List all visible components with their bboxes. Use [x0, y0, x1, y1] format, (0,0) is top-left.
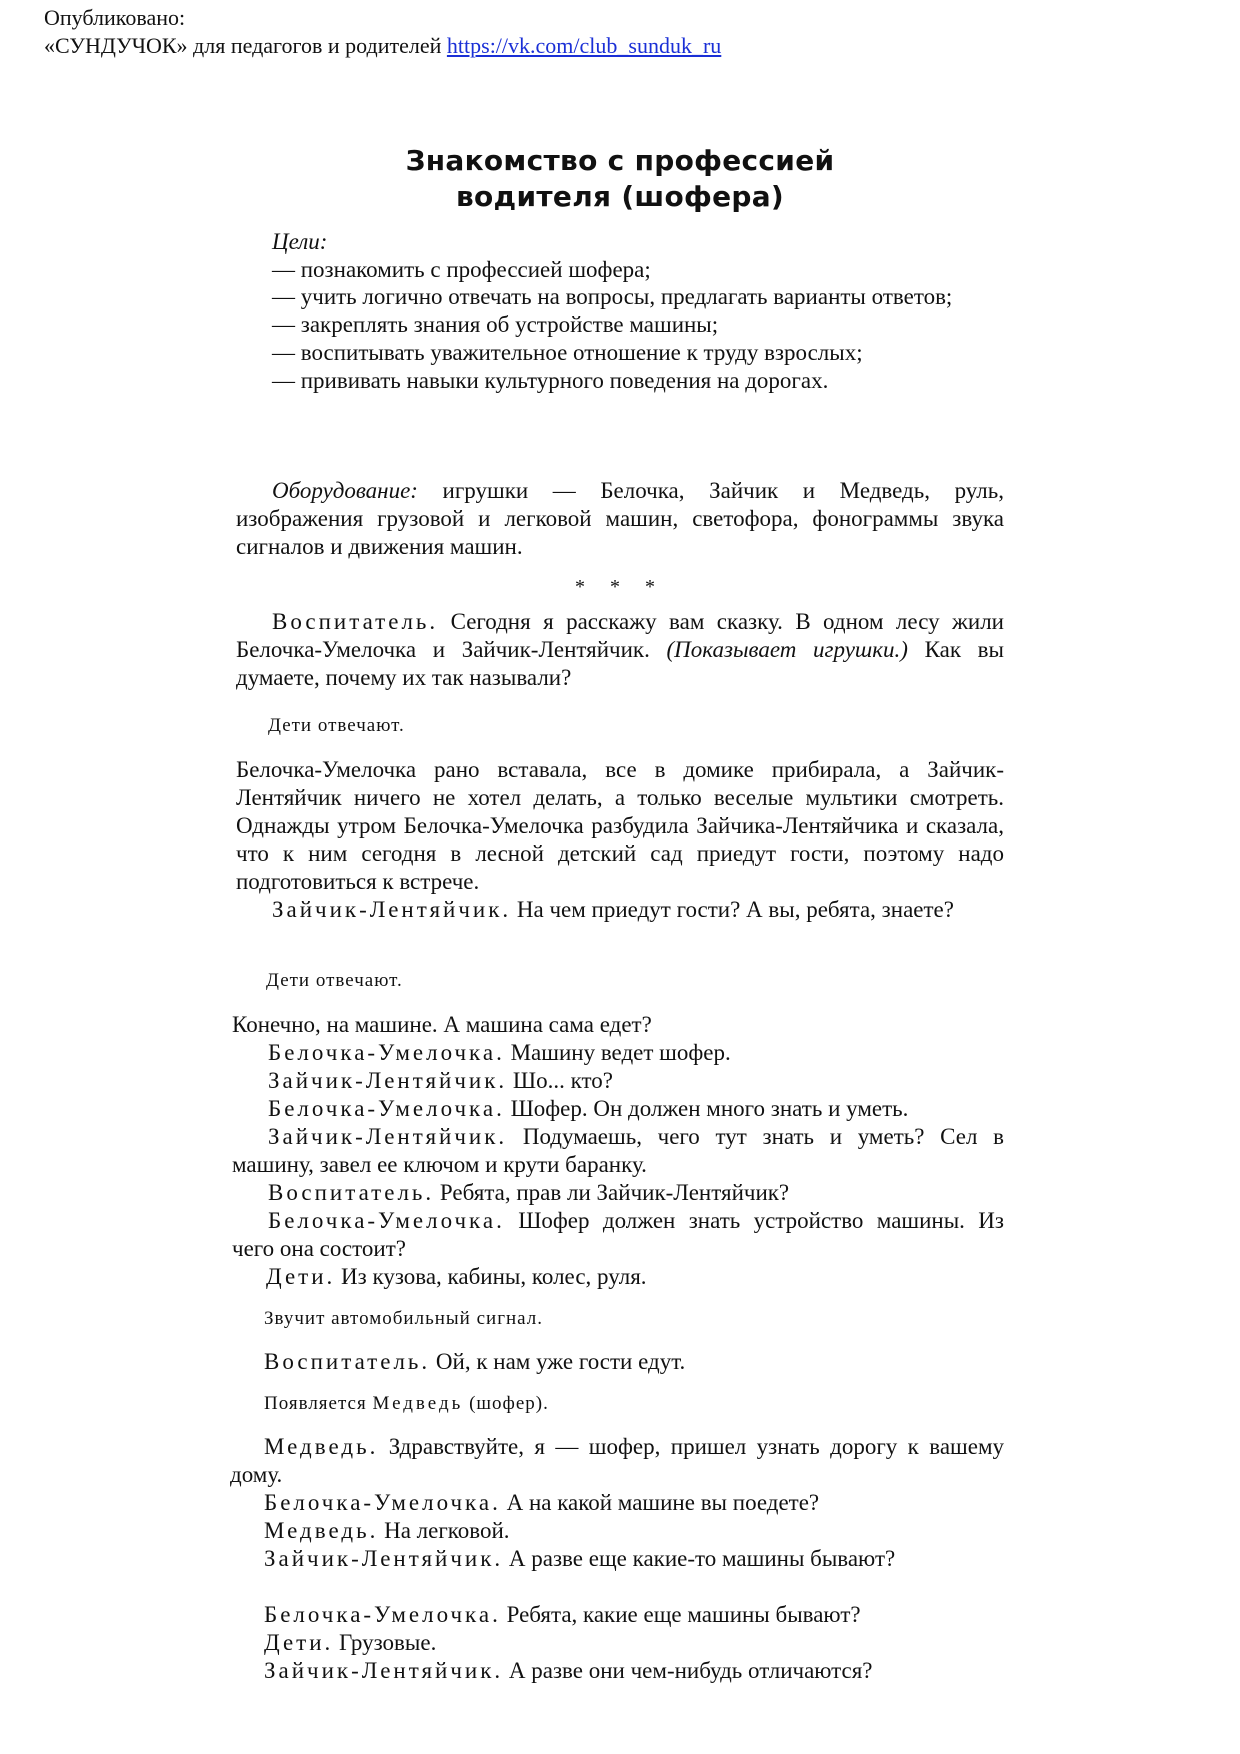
speaker: Воспитатель.: [272, 609, 439, 634]
dialogue-line: [264, 1601, 861, 1629]
goal-item: — воспитывать уважительное отношение к труду взрослых;: [272, 340, 863, 365]
paragraph-1: [236, 608, 1004, 692]
title-line-2: водителя (шофера): [455, 180, 785, 213]
dialogue-line: [268, 1095, 908, 1123]
remark: Звучит автомобильный сигнал.: [264, 1308, 543, 1329]
speaker: Зайчик-Лентяйчик.: [268, 1068, 508, 1093]
line-text: Ребята, прав ли Зайчик-Лентяйчик?: [434, 1180, 790, 1205]
goal-item: — закреплять знания об устройстве машины;: [272, 312, 719, 337]
speaker: Медведь.: [264, 1434, 379, 1459]
dialogue-line: [266, 1263, 647, 1291]
paragraph-text: Как вы думаете, почему их так называли?: [236, 637, 1004, 690]
paragraph-3: [236, 896, 1004, 924]
source-link[interactable]: https://vk.com/club_sunduk_ru: [446, 33, 722, 58]
speaker: Белочка-Умелочка.: [268, 1208, 505, 1233]
dialogue-line: [230, 1545, 1004, 1573]
stage-direction: (Показывает игрушки.): [666, 637, 908, 662]
goal-item: — познакомить с профессией шофера;: [272, 257, 651, 282]
line-text: Грузовые.: [333, 1630, 437, 1655]
equipment-paragraph: [236, 477, 1004, 561]
dialogue-line: [268, 1067, 613, 1095]
remark: Дети отвечают.: [266, 970, 403, 991]
dialogue-line: [264, 1657, 872, 1685]
separator: * * *: [575, 576, 665, 598]
published-source: [44, 32, 721, 60]
paragraph-text: Сегодня я расскажу вам сказку. В одном лесу жили Белочка-Умелочка и Зайчик-Лентяйчик.: [236, 609, 1004, 662]
paragraph-2: Белочка-Умелочка рано вставала, все в домике прибирала, а Зайчик-Лентяйчик ничего не хотел делать, а только веселые мультики смотреть. Однажды утром Белочка-Умелочка разбудила Зайчика-Лентяйчика и сказала, что к ним сегодня в лесной детский сад приедут гости, поэтому надо подготовиться к встрече.: [236, 757, 1004, 894]
speaker: Дети.: [266, 1264, 336, 1289]
speaker: Медведь.: [264, 1518, 379, 1543]
remark: [264, 1392, 549, 1416]
equipment-label: Оборудование:: [272, 478, 418, 503]
speaker: Зайчик-Лентяйчик.: [272, 897, 512, 922]
goal-item: — учить логично отвечать на вопросы, предлагать варианты ответов;: [272, 284, 953, 309]
speaker: Зайчик-Лентяйчик.: [264, 1658, 504, 1683]
speaker: Белочка-Умелочка.: [264, 1490, 501, 1515]
dialogue-line: [232, 1207, 1004, 1263]
dialogue-line: [264, 1517, 510, 1545]
line-text: Подумаешь, чего тут знать и уметь? Сел в машину, завел ее ключом и крути баранку.: [232, 1124, 1004, 1177]
remark-text: (шофер).: [463, 1393, 549, 1414]
dialogue-line: [264, 1489, 819, 1517]
line-text: Из кузова, кабины, колес, руля.: [335, 1264, 647, 1289]
publication-header: [44, 4, 721, 60]
line-text: Здравствуйте, я — шофер, пришел узнать дорогу к вашему дому.: [230, 1434, 1004, 1487]
remark: Дети отвечают.: [268, 715, 405, 736]
title-line-1: Знакомство с профессией: [405, 144, 835, 177]
line-text: А разве они чем-нибудь отличаются?: [503, 1658, 873, 1683]
speaker: Воспитатель.: [264, 1349, 431, 1374]
speaker: Дети.: [264, 1630, 334, 1655]
line-text: Шофер должен знать устройство машины. Из чего она состоит?: [232, 1208, 1004, 1261]
dialogue-line: [268, 1039, 731, 1067]
dialogue-line: [230, 1433, 1004, 1489]
line-text: А на какой машине вы поедете?: [500, 1490, 820, 1515]
speaker: Белочка-Умелочка.: [264, 1602, 501, 1627]
speaker: Зайчик-Лентяйчик.: [264, 1546, 504, 1571]
dialogue-line: [264, 1629, 436, 1657]
speaker: Зайчик-Лентяйчик.: [268, 1124, 508, 1149]
line-text: Машину ведет шофер.: [504, 1040, 731, 1065]
goal-item: — прививать навыки культурного поведения на дорогах.: [272, 368, 829, 393]
line-text: Шо... кто?: [507, 1068, 613, 1093]
page-title: [0, 143, 1240, 215]
dialogue-line: [268, 1179, 789, 1207]
line-text: Шофер. Он должен много знать и уметь.: [504, 1096, 909, 1121]
line-text: Ой, к нам уже гости едут.: [430, 1349, 686, 1374]
speaker: Белочка-Умелочка.: [268, 1040, 505, 1065]
dialogue-line: [232, 1123, 1004, 1179]
speaker: Медведь: [372, 1393, 464, 1414]
dialogue-line: Конечно, на машине. А машина сама едет?: [232, 1012, 652, 1037]
equipment-text: игрушки — Белочка, Зайчик и Медведь, руль, изображения грузовой и легковой машин, светофора, фонограммы звука сигналов и движения машин.: [236, 478, 1004, 559]
line-text: На легковой.: [378, 1518, 510, 1543]
paragraph-text: На чем приедут гости? А вы, ребята, знаете?: [511, 897, 954, 922]
dialogue-line: [264, 1348, 685, 1376]
goals-header: Цели:: [272, 229, 328, 254]
goals-section: [272, 228, 1002, 395]
remark-text: Появляется: [264, 1393, 373, 1414]
source-name: «СУНДУЧОК» для педагогов и родителей: [44, 33, 442, 58]
published-label: Опубликовано:: [44, 5, 186, 30]
line-text: А разве еще какие-то машины бывают?: [503, 1546, 896, 1571]
speaker: Белочка-Умелочка.: [268, 1096, 505, 1121]
line-text: Ребята, какие еще машины бывают?: [500, 1602, 861, 1627]
speaker: Воспитатель.: [268, 1180, 435, 1205]
